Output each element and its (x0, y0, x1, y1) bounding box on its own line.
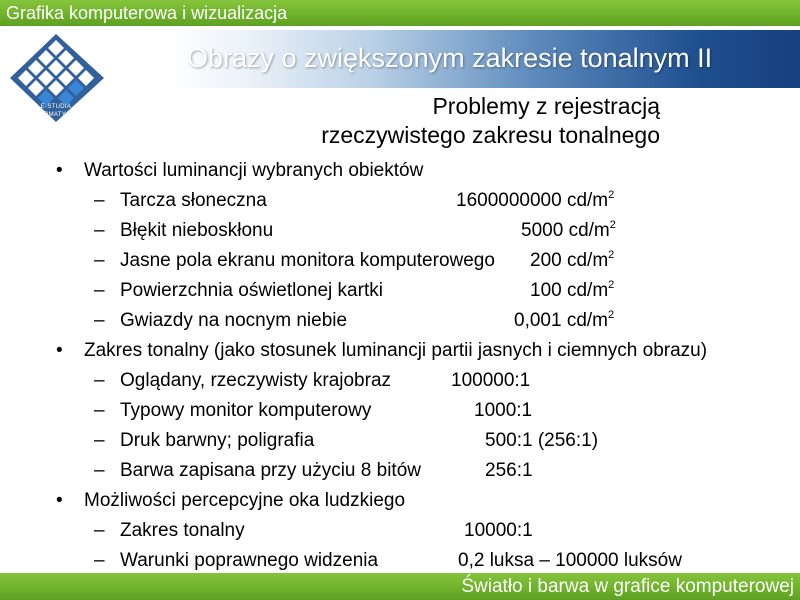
bullet-marker: • (56, 160, 63, 181)
luminance-item-value: 5000 $cd/m^2$ (521, 219, 616, 241)
list-item (0, 516, 800, 546)
dash-marker: – (94, 550, 105, 571)
luminance-item-label: Błękit nieboskłonu (120, 220, 274, 241)
logo-caption (18, 103, 94, 119)
list-item (0, 456, 800, 486)
tonal-range-heading: Zakres tonalny (jako stosunek luminancji partii jasnych i ciemnych obrazu) (84, 340, 708, 361)
dash-marker: – (94, 520, 105, 541)
list-item (0, 186, 800, 216)
dash-marker: – (94, 190, 105, 211)
luminance-item-label: Tarcza słoneczna (120, 190, 267, 211)
list-item (0, 546, 800, 576)
dash-marker: – (94, 280, 105, 301)
luminance-item-value: 0,001 $cd/m^2$ (514, 309, 615, 331)
subtitle (240, 92, 660, 150)
perception-item-value: 10000:1 (464, 520, 533, 541)
bullet-marker: • (56, 490, 63, 511)
logo-caption-line2: INFORMATYCZNE (28, 112, 84, 118)
luminance-item-value: 100 $cd/m^2$ (530, 279, 615, 301)
luminance-item-value: 1600000000 $cd/m^2$ (456, 189, 615, 211)
perception-item-label: Warunki poprawnego widzenia (120, 550, 379, 571)
slide-title: Obrazy o zwiększonym zakresie tonalnym II (187, 43, 713, 73)
tonal-range-item-label: Typowy monitor komputerowy (120, 400, 372, 421)
dash-marker: – (94, 220, 105, 241)
tonal-range-item-value: 256:1 (485, 460, 533, 481)
dash-marker: – (94, 370, 105, 391)
list-item (0, 246, 800, 276)
tonal-range-item-label: Druk barwny; poligrafia (120, 430, 315, 451)
tonal-range-item-value: 1000:1 (474, 400, 533, 421)
list-item (0, 306, 800, 336)
luminance-item-label: Powierzchnia oświetlonej kartki (120, 280, 383, 301)
subtitle-line1: Problemy z rejestracją (432, 93, 660, 119)
logo-caption-line1: E-STUDIA (40, 104, 72, 110)
dash-marker: – (94, 310, 105, 331)
perception-heading: Możliwości percepcyjne oka ludzkiego (84, 490, 406, 511)
course-title-bar (0, 0, 800, 26)
dash-marker: – (94, 430, 105, 451)
list-item (0, 336, 800, 366)
tonal-range-item-label: Barwa zapisana przy użyciu 8 bitów (120, 460, 421, 481)
course-title: Grafika komputerowa i wizualizacja (6, 3, 288, 23)
tonal-range-item-value: 500:1 (256:1) (485, 430, 599, 451)
list-item (0, 276, 800, 306)
subtitle-line2: rzeczywistego zakresu tonalnego (321, 122, 660, 148)
list-item (0, 216, 800, 246)
tonal-range-item-value: 100000:1 (451, 370, 531, 391)
tonal-range-item-label: Oglądany, rzeczywisty krajobraz (120, 370, 392, 391)
perception-item-label: Zakres tonalny (120, 520, 245, 541)
perception-item-value: 0,2 luksa – 100000 luksów (458, 550, 682, 571)
footer-text: Światło i barwa w grafice komputerowej (461, 576, 794, 597)
dash-marker: – (94, 400, 105, 421)
luminance-item-label: Jasne pola ekranu monitora komputerowego (120, 250, 495, 271)
footer-bar (0, 573, 800, 600)
luminance-item-label: Gwiazdy na nocnym niebie (120, 310, 348, 331)
dash-marker: – (94, 250, 105, 271)
dash-marker: – (94, 460, 105, 481)
list-item (0, 486, 800, 516)
bullet-marker: • (56, 340, 63, 361)
list-item (0, 366, 800, 396)
list-item (0, 396, 800, 426)
luminance-heading: Wartości luminancji wybranych obiektów (84, 160, 424, 181)
list-item (0, 426, 800, 456)
list-item (0, 156, 800, 186)
luminance-item-value: 200 $cd/m^2$ (530, 249, 615, 271)
